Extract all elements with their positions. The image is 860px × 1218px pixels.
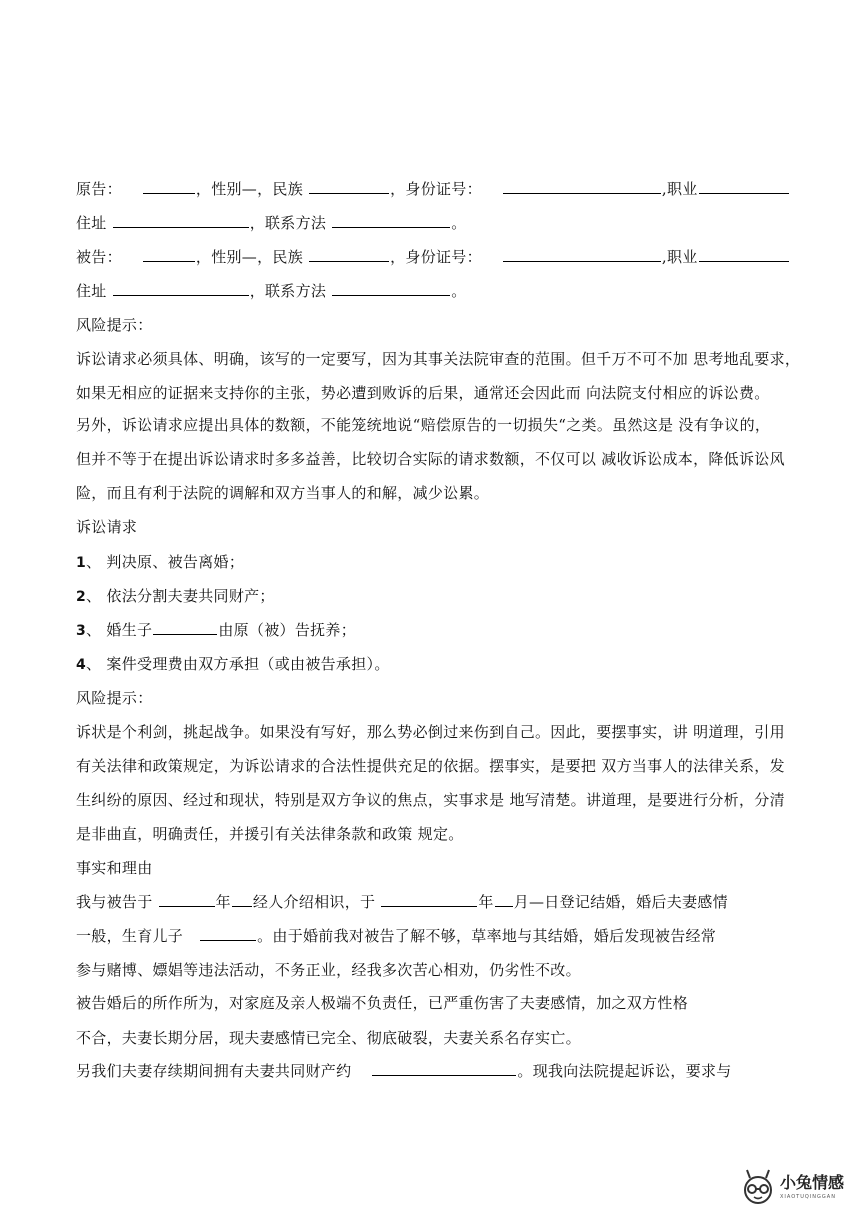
watermark-name: 小兔情感 [780,1173,845,1192]
claim-item [76,653,390,675]
facts-line: 参与赌博、嫖娼等违法活动，不务正业，经我多次苦心相劝，仍劣性不改。 [76,961,581,979]
plaintiff-address-blank [113,212,249,228]
facts-title: 事实和理由 [76,859,153,877]
claims-title: 诉讼请求 [76,518,138,536]
defendant-address-blank [113,280,249,296]
plaintiff-name-blank [143,178,195,194]
plaintiff-id-label: ，身份证号： [390,180,482,198]
defendant-job-blank [699,246,789,262]
risk2-line: 诉状是个利剑，挑起战争。如果没有写好，那么势必倒过来伤到自己。因此，要摆事实，讲 明道理，引用 [76,723,785,741]
claim-number: 1 [76,555,87,571]
risk2-line: 有关法律和政策规定，为诉讼请求的合法性提供充足的依据。摆事实，是要把 双方当事人的法律关系，发 [76,757,785,775]
defendant-id-blank [503,246,661,262]
claim-number: 3 [76,623,87,639]
facts-text: 月—日登记结婚，婚后夫妻感情 [513,893,728,911]
facts-line: 被告婚后的所作所为，对家庭及亲人极端不负责任，已严重伤害了夫妻感情，加之双方性格 [76,994,689,1012]
rabbit-icon [738,1168,778,1208]
defendant-line [76,246,790,268]
risk1-line: 但并不等于在提出诉讼请求时多多益善，比较切合实际的请求数额，不仅可以 减收诉讼成本，降低诉讼风 [76,450,785,468]
claim-item [76,619,356,641]
facts-text: 经人介绍相识，于 [252,893,376,911]
defendant-address-label: 住址 [76,282,107,300]
facts-text: 另我们夫妻存续期间拥有夫妻共同财产约 [76,1062,352,1080]
plaintiff-label: 原告： [76,180,122,198]
defendant-job-label: ,职业 [661,248,698,266]
claim-number: 4 [76,657,87,673]
meet-year-blank [159,891,215,907]
son-blank [200,925,256,941]
watermark-sub: XIAOTUQINGGAN [780,1194,836,1200]
defendant-id-label: ，身份证号： [390,248,482,266]
property-blank [372,1060,516,1076]
plaintiff-address-line [76,212,467,234]
risk1-line: 险，而且有利于法院的调解和双方当事人的和解，减少讼累。 [76,484,490,502]
facts-line [76,1060,732,1082]
risk2-line: 是非曲直，明确责任，并援引有关法律条款和政策 规定。 [76,825,464,843]
plaintiff-gender-label: ，性别—，民族 [195,180,304,198]
claim-text: 、 婚生子 [86,621,153,639]
defendant-period: 。 [451,282,467,300]
risk1-line: 诉讼请求必须具体、明确，该写的一定要写，因为其事关法院审查的范围。但千万不可不加 思考地乱要求， [76,350,801,368]
risk1-line: 如果无相应的证据来支持你的主张，势必遭到败诉的后果，通常还会因此而 向法院支付相应的诉讼费。 [76,384,770,402]
meet-month-blank [232,891,252,907]
claim-text: 、 依法分割夫妻共同财产； [86,587,275,605]
facts-line: 不合，夫妻长期分居，现夫妻感情已完全、彻底破裂，夫妻关系名存实亡。 [76,1029,581,1047]
claim-text-after: 由原（被）告抚养； [218,621,357,639]
risk-title-1: 风险提示： [76,316,153,334]
defendant-ethnicity-blank [309,246,389,262]
plaintiff-job-label: ,职业 [661,180,698,198]
claim-number: 2 [76,589,87,605]
plaintiff-line [76,178,790,200]
plaintiff-id-blank [503,178,661,194]
plaintiff-address-label: 住址 [76,214,107,232]
claim-text: 、 案件受理费由双方承担（或由被告承担）。 [86,655,390,673]
marriage-month-blank [495,891,513,907]
claim-item [76,551,244,573]
claim-item [76,585,275,607]
plaintiff-contact-label: ，联系方法 [249,214,327,232]
defendant-gender-label: ，性别—，民族 [195,248,304,266]
facts-text: 我与被告于 [76,893,153,911]
facts-line [76,925,716,947]
plaintiff-period: 。 [451,214,467,232]
defendant-address-line [76,280,467,302]
claim-text: 、 判决原、被告离婚； [86,553,245,571]
facts-text: 年 [478,893,494,911]
defendant-contact-label: ，联系方法 [249,282,327,300]
facts-text: 年 [215,893,231,911]
marriage-year-blank [381,891,477,907]
facts-text: 。现我向法院提起诉讼，要求与 [517,1062,732,1080]
plaintiff-ethnicity-blank [309,178,389,194]
watermark-logo [738,1168,850,1212]
defendant-label: 被告： [76,248,122,266]
son-name-blank [153,619,217,635]
risk1-line: 另外，诉讼请求应提出具体的数额，不能笼统地说“赔偿原告的一切损失“之类。虽然这是 没有争议的， [76,416,771,434]
risk2-line: 生纠纷的原因、经过和现状，特别是双方争议的焦点，实事求是 地写清楚。讲道理，是要进行分析，分清 [76,791,785,809]
facts-text: 。由于婚前我对被告了解不够，草率地与其结婚，婚后发现被告经常 [257,927,717,945]
plaintiff-contact-blank [332,212,450,228]
defendant-name-blank [143,246,195,262]
plaintiff-job-blank [699,178,789,194]
facts-text: 一般，生育儿子 [76,927,184,945]
risk-title-2: 风险提示： [76,689,153,707]
facts-line [76,891,728,913]
defendant-contact-blank [332,280,450,296]
